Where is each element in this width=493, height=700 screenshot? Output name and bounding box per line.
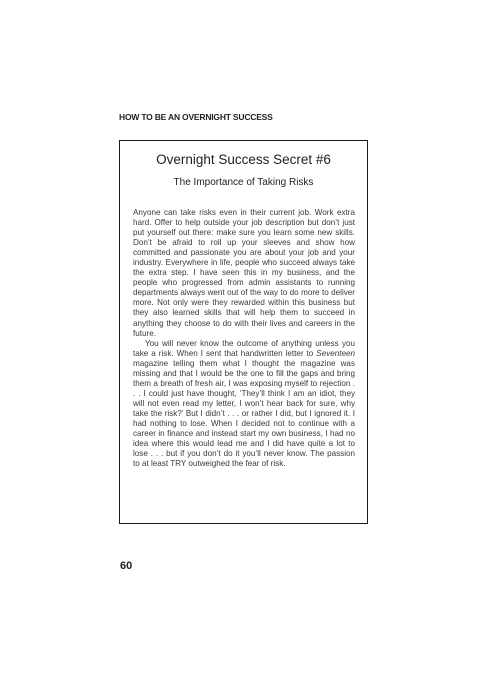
paragraph-2-text-a: You will never know the outcome of anything unless you take a risk. When I sent that handwritten letter to (133, 338, 355, 358)
box-subtitle: The Importance of Taking Risks (173, 177, 314, 188)
sidebar-box (119, 140, 368, 524)
page-number: 60 (120, 560, 133, 572)
magazine-name: Seventeen (316, 348, 355, 358)
box-title: Overnight Success Secret #6 (156, 152, 331, 167)
paragraph-1: Anyone can take risks even in their current job. Work extra hard. Offer to help outside your job description but don’t just put yourself out there: make sure you learn some new skills. Don’t be afraid to roll up your sleeves and show how committed and passionate you are about your job and your industry. Everywhere in life, people who succeed always take the extra step. I have seen this in my business, and the people who progressed from admin assistants to running departments always went out of the way to do more to deliver more. Not only were they rewarded within this business but they also learned skills that will help them to succeed in anything they choose to do with their lives and careers in the future. (133, 208, 355, 338)
box-body (133, 208, 355, 469)
paragraph-2-text-b: magazine telling them what I thought the magazine was missing and that I would be the one to fill the gaps and bring them a breath of fresh air, I was exposing myself to rejection . . . I could just have thought, ‘They’ll think I am an idiot, they will not even read my letter, I won’t hear back for sure, why take the risk?’ But I didn’t . . . or rather I did, but I ignored it. I had nothing to lose. When I decided not to continue with a career in finance and instead start my own business, I had no idea where this would lead me and I did have quite a lot to lose . . . but if you don’t do it you’ll never know. The passion to at least TRY outweighed the fear of risk. (133, 358, 355, 469)
running-header: HOW TO BE AN OVERNIGHT SUCCESS (119, 112, 273, 122)
paragraph-2 (133, 339, 355, 470)
